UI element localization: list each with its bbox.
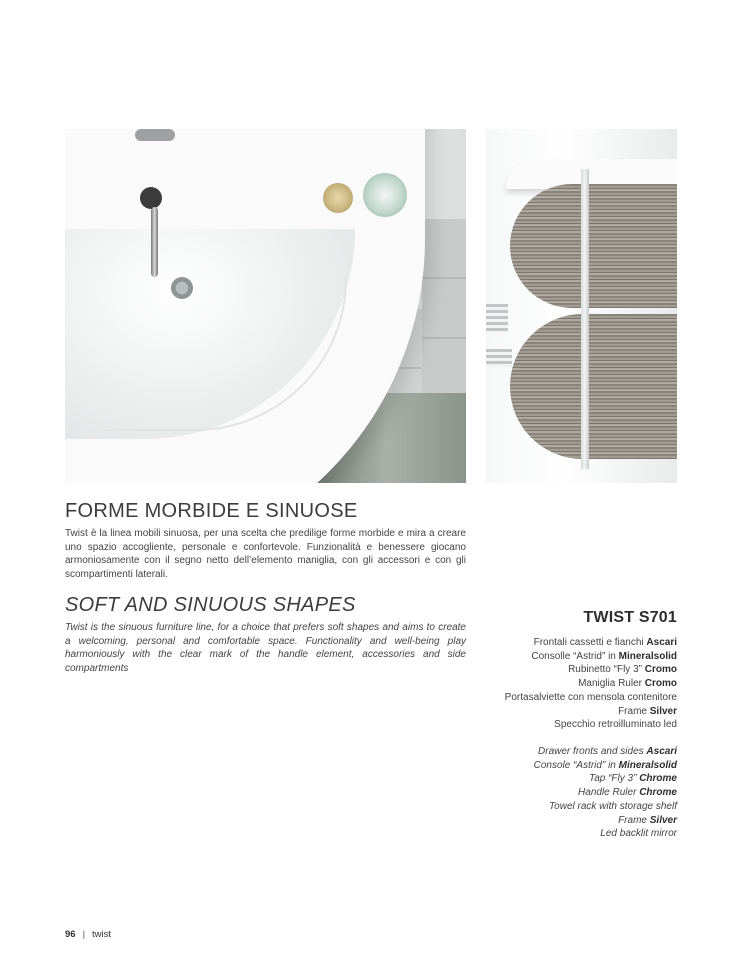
spec-line: Frontali cassetti e fianchi Ascari bbox=[533, 637, 677, 648]
drain bbox=[171, 277, 193, 299]
spec-line: Towel rack with storage shelf bbox=[548, 800, 677, 812]
specs-english bbox=[437, 745, 677, 841]
section-name: twist bbox=[92, 929, 112, 940]
spec-line: Rubinetto “Fly 3” Cromo bbox=[568, 664, 677, 676]
spec-line: Portasalviette con mensola contenitore bbox=[504, 691, 677, 703]
spec-line: Specchio retroilluminato led bbox=[554, 719, 677, 731]
spec-line: Drawer fronts and sides Ascari bbox=[538, 746, 677, 757]
page-footer bbox=[65, 929, 111, 940]
spec-line: Frame Silver bbox=[618, 705, 677, 717]
tap-spout bbox=[151, 207, 158, 277]
spec-line: Handle Ruler Chrome bbox=[578, 787, 677, 799]
footer-separator: | bbox=[82, 929, 86, 940]
soap-dispenser bbox=[323, 183, 353, 213]
spec-line: Consolle “Astrid” in Mineralsolid bbox=[531, 650, 677, 662]
ruler-handle bbox=[581, 169, 589, 469]
spec-line: Tap “Fly 3” Chrome bbox=[589, 773, 677, 785]
towel-rack bbox=[486, 304, 508, 332]
page-number: 96 bbox=[65, 929, 76, 940]
glass-cup bbox=[363, 173, 407, 217]
specs-italian bbox=[437, 636, 677, 732]
pipe bbox=[135, 129, 175, 141]
spec-line: Maniglia Ruler Cromo bbox=[578, 678, 677, 690]
towel-rack bbox=[486, 349, 512, 367]
product-title: TWIST S701 bbox=[583, 609, 677, 626]
drawer-front-top bbox=[510, 184, 677, 308]
spec-line: Console “Astrid” in Mineralsolid bbox=[533, 759, 677, 771]
cabinet-detail-photo bbox=[486, 129, 677, 483]
body-italian: Twist è la linea mobili sinuosa, per una scelta che predilige forme morbide e mira a creare uno spazio accogliente, personale e confortevole. Funzionalità e benessere giocano armoniosamente con il segno netto dell’elemento maniglia, con gli accessori e con gli scompartimenti laterali. bbox=[65, 528, 466, 580]
tap-handle bbox=[140, 187, 162, 209]
spec-line: Frame Silver bbox=[618, 814, 677, 826]
heading-italian: FORME MORBIDE E SINUOSE bbox=[65, 500, 358, 522]
body-english: Twist is the sinuous furniture line, for a choice that prefers soft shapes and aims to create a welcoming, personal and comfortable space. Functionality and well-being play harmoniously with the clear mark of the handle element, accessories and side compartments bbox=[65, 622, 466, 674]
drawer-front-bottom bbox=[510, 314, 677, 459]
heading-english: SOFT AND SINUOUS SHAPES bbox=[65, 594, 356, 616]
washbasin-photo bbox=[65, 129, 466, 483]
wall-tiles bbox=[422, 219, 466, 419]
spec-line: Led backlit mirror bbox=[600, 828, 677, 840]
